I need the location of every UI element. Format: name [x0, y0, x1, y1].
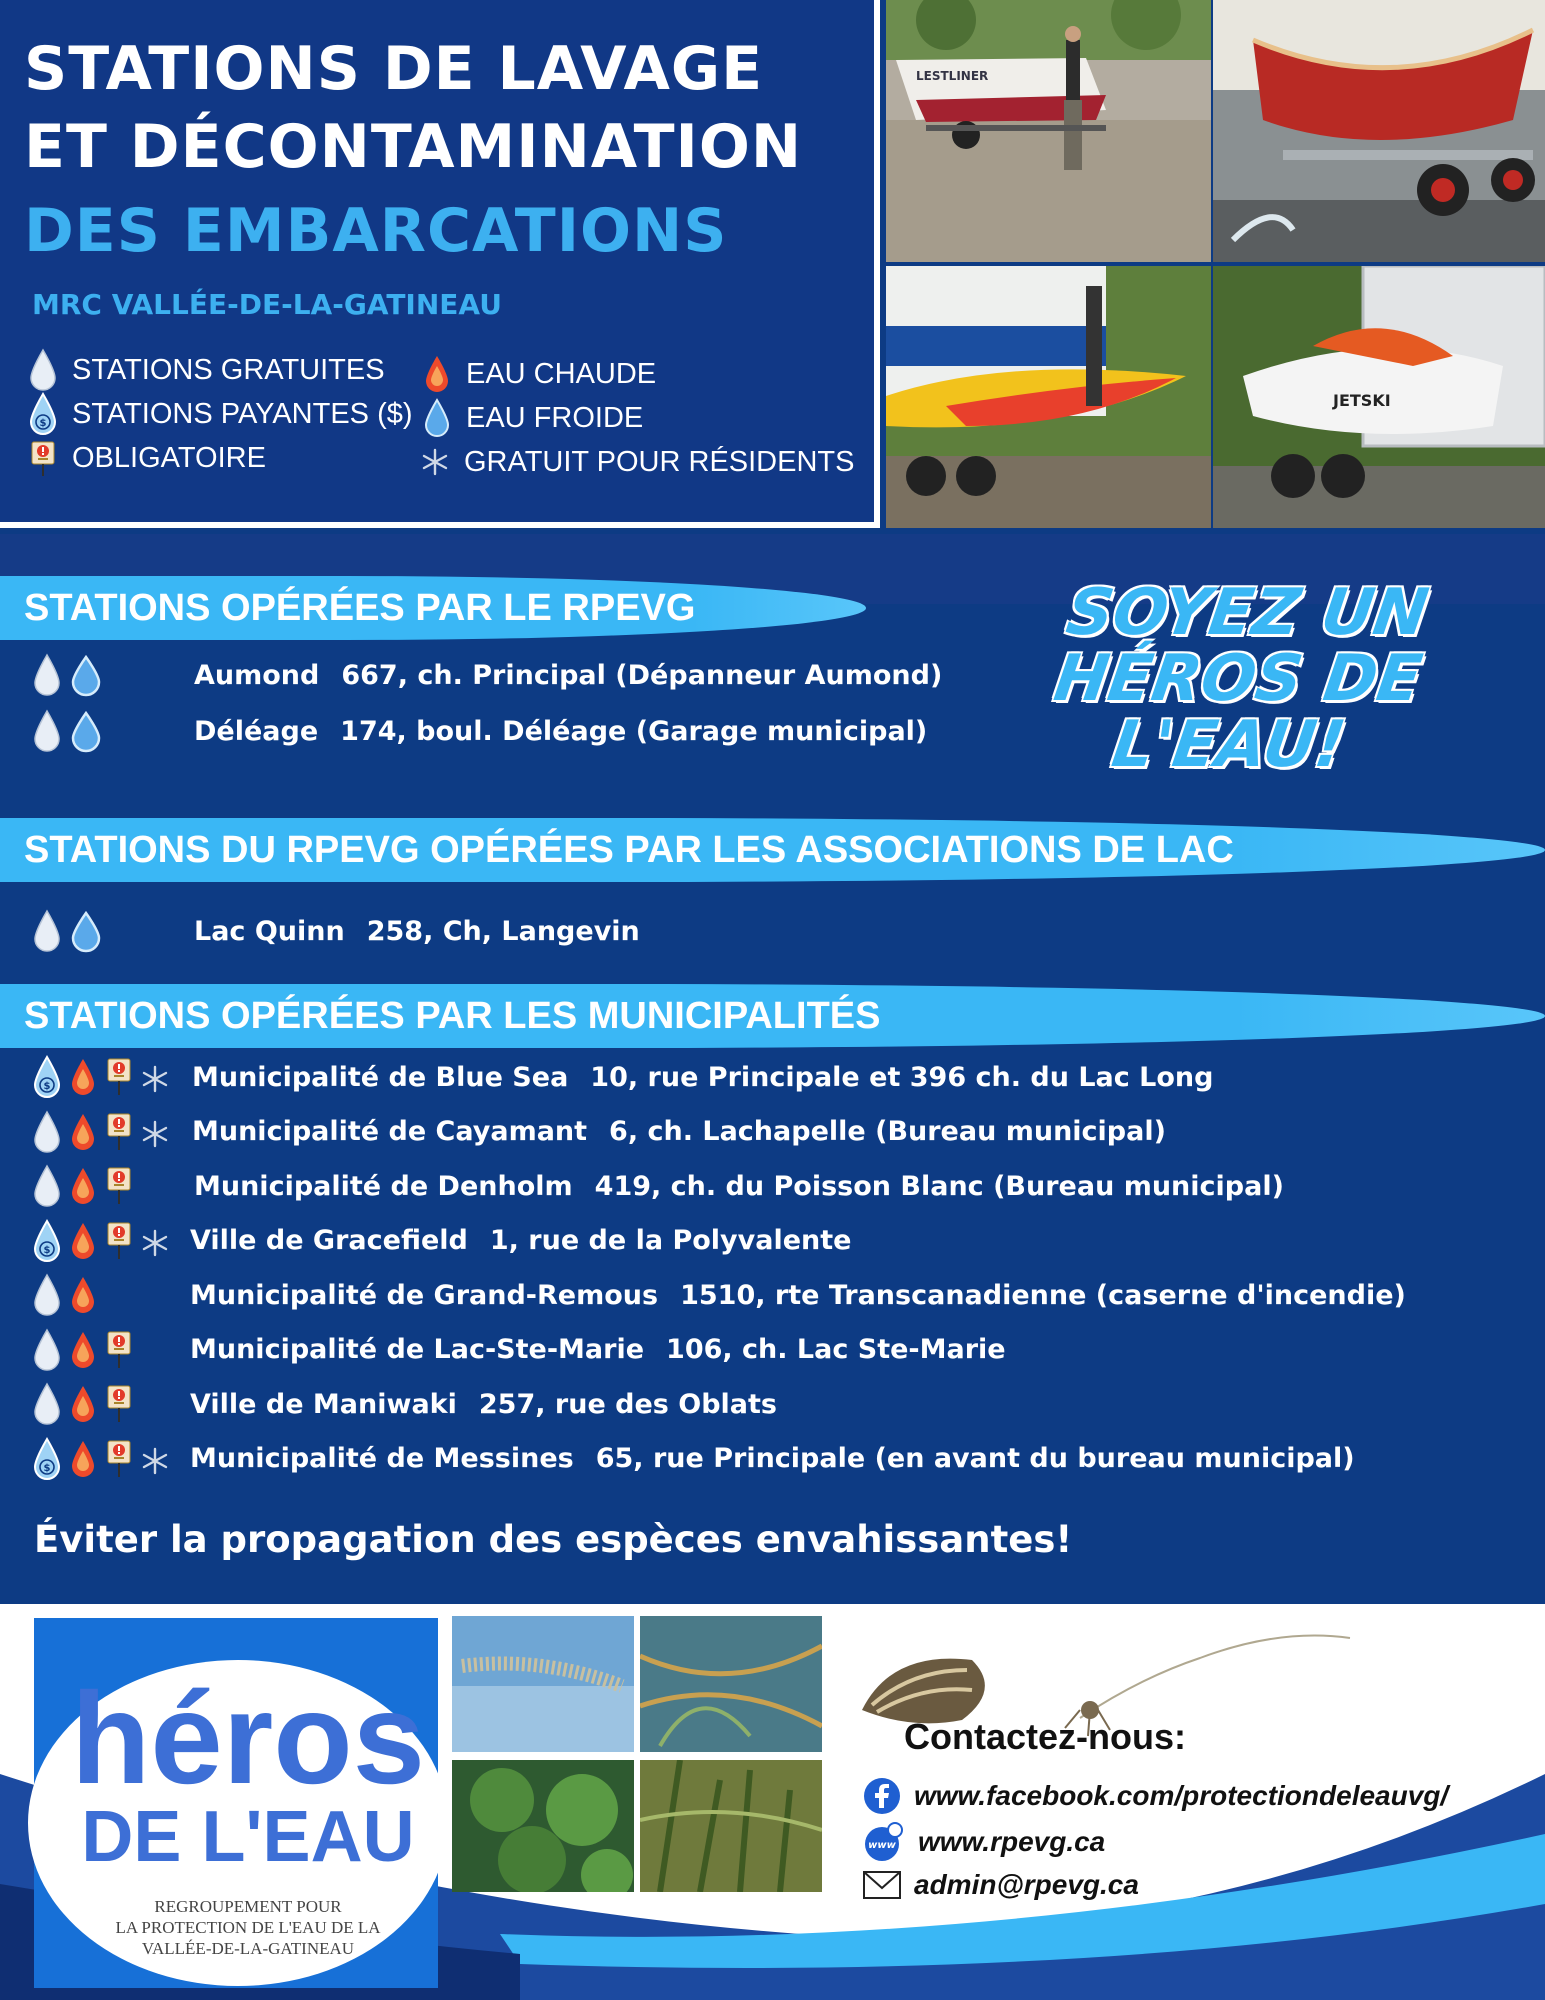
hero-slogan-line-2: HÉROS DE — [1049, 642, 1427, 716]
asterisk-icon — [140, 1055, 170, 1099]
white-drop-icon — [32, 1110, 62, 1154]
contact-email[interactable] — [862, 1868, 1139, 1902]
station-place: Municipalité de Messines — [190, 1443, 574, 1474]
white-drop-icon — [32, 1164, 62, 1208]
globe-icon — [862, 1820, 906, 1864]
white-drop-icon — [32, 653, 62, 697]
mandatory-sign-icon — [104, 1435, 134, 1483]
station-place: Municipalité de Blue Sea — [192, 1061, 569, 1093]
row-icons — [32, 706, 104, 756]
svg-text:www: www — [868, 1840, 896, 1851]
row-icons — [32, 1216, 170, 1266]
page-subtitle: DES EMBARCATIONS — [24, 196, 728, 266]
title-line-2: ET DÉCONTAMINATION — [24, 112, 803, 182]
table-row — [0, 1434, 1545, 1484]
station-place: Aumond — [194, 659, 320, 691]
species-photo-1 — [452, 1616, 634, 1752]
section-municipalities-heading: STATIONS OPÉRÉES PAR LES MUNICIPALITÉS — [0, 984, 1545, 1048]
row-icons — [32, 1434, 170, 1484]
website-link[interactable]: www.rpevg.ca — [918, 1826, 1106, 1857]
hot-drop-icon — [68, 1382, 98, 1426]
station-entry — [190, 1443, 1355, 1474]
svg-text:$: $ — [43, 1244, 51, 1256]
row-icons — [32, 1161, 134, 1211]
table-row — [0, 1052, 1545, 1102]
logo-wordmark-sub: DE L'EAU — [81, 1797, 415, 1877]
tagline: Éviter la propagation des espèces envahissantes! — [34, 1518, 1073, 1561]
legend-mandatory — [28, 436, 266, 480]
station-entry — [190, 1225, 852, 1256]
station-entry — [194, 660, 942, 691]
row-icons — [32, 1052, 170, 1102]
cold-drop-icon — [68, 909, 104, 953]
station-address: 10, rue Principale et 396 ch. du Lac Long — [590, 1061, 1214, 1093]
table-row — [0, 650, 1545, 700]
svg-text:$: $ — [43, 1462, 51, 1474]
hot-drop-icon — [68, 1273, 98, 1317]
contact-website[interactable] — [862, 1820, 1105, 1864]
asterisk-icon — [420, 440, 450, 484]
station-entry — [190, 1389, 777, 1420]
white-drop-icon — [32, 1328, 62, 1372]
logo-wordmark: héros — [70, 1665, 425, 1811]
row-icons — [32, 1325, 134, 1375]
white-drop-icon — [28, 348, 58, 392]
station-address: 106, ch. Lac Ste-Marie — [666, 1334, 1006, 1365]
mandatory-sign-icon — [104, 1162, 134, 1210]
station-address: 258, Ch, Langevin — [366, 915, 640, 947]
hot-drop-icon — [422, 352, 452, 396]
asterisk-icon — [140, 1110, 170, 1154]
table-row — [0, 1216, 1545, 1266]
table-row — [0, 706, 1545, 756]
species-photo-2 — [640, 1616, 822, 1752]
hero-slogan-line-3: L'EAU! — [1107, 708, 1350, 782]
svg-text:LESTLINER: LESTLINER — [916, 69, 989, 83]
logo-caption — [78, 1896, 418, 1959]
station-place: Municipalité de Cayamant — [192, 1116, 588, 1147]
mandatory-sign-icon — [104, 1380, 134, 1428]
cold-drop-icon — [422, 396, 452, 440]
mail-icon — [862, 1868, 902, 1902]
hot-drop-icon — [68, 1055, 98, 1099]
station-entry — [190, 1334, 1006, 1365]
station-address: 257, rue des Oblats — [478, 1388, 777, 1420]
row-icons — [32, 1379, 134, 1429]
station-entry — [192, 1062, 1213, 1093]
asterisk-icon — [140, 1437, 170, 1481]
svg-text:$: $ — [39, 418, 47, 429]
station-entry — [190, 1280, 1406, 1311]
table-row — [0, 1270, 1545, 1320]
section-associations-heading: STATIONS DU RPEVG OPÉRÉES PAR LES ASSOCIATIONS DE LAC — [0, 818, 1545, 882]
mandatory-sign-icon — [104, 1326, 134, 1374]
station-address: 65, rue Principale (en avant du bureau municipal) — [595, 1443, 1355, 1474]
legend-cold-label: EAU FROIDE — [466, 401, 644, 434]
paid-drop-icon — [32, 1437, 62, 1481]
legend-residents-label: GRATUIT POUR RÉSIDENTS — [464, 445, 855, 478]
species-photo-3 — [452, 1760, 634, 1892]
station-place: Municipalité de Grand-Remous — [190, 1279, 659, 1311]
logo-caption-line-2: LA PROTECTION DE L'EAU DE LA — [115, 1918, 381, 1937]
white-drop-icon — [32, 909, 62, 953]
station-place: Municipalité de Denholm — [194, 1170, 573, 1202]
table-row — [0, 1107, 1545, 1157]
photo-boat-washing — [886, 0, 1211, 262]
station-place: Municipalité de Lac-Ste-Marie — [190, 1334, 645, 1365]
station-place: Ville de Maniwaki — [190, 1388, 457, 1420]
photo-grid — [886, 0, 1545, 528]
mandatory-sign-icon — [104, 1108, 134, 1156]
photo-jetski — [1213, 266, 1545, 528]
legend-paid — [28, 392, 413, 436]
legend-cold — [422, 396, 643, 440]
table-row — [0, 1161, 1545, 1211]
legend-free — [28, 348, 385, 392]
station-address: 419, ch. du Poisson Blanc (Bureau municipal) — [594, 1170, 1284, 1202]
logo-caption-line-1: REGROUPEMENT POUR — [154, 1897, 342, 1916]
row-icons — [32, 1270, 98, 1320]
legend-residents — [420, 440, 854, 484]
contact-title: Contactez-nous: — [904, 1716, 1186, 1757]
paid-drop-icon — [32, 1055, 62, 1099]
photo-canoe — [1213, 0, 1545, 262]
table-row — [0, 1325, 1545, 1375]
station-place: Lac Quinn — [194, 915, 345, 947]
station-address: 1, rue de la Polyvalente — [489, 1225, 852, 1256]
legend — [28, 348, 868, 478]
legend-hot — [422, 352, 656, 396]
station-entry — [192, 1116, 1166, 1147]
paid-drop-icon — [28, 392, 58, 436]
hero-slogan-line-1: SOYEZ UN — [1062, 576, 1433, 650]
asterisk-icon — [140, 1219, 170, 1263]
station-entry — [194, 1171, 1284, 1202]
contact-facebook[interactable] — [862, 1776, 1448, 1816]
hot-drop-icon — [68, 1328, 98, 1372]
row-icons — [32, 906, 104, 956]
cold-drop-icon — [68, 709, 104, 753]
row-icons — [32, 1107, 170, 1157]
logo-caption-line-3: VALLÉE-DE-LA-GATINEAU — [141, 1939, 355, 1958]
station-address: 174, boul. Déléage (Garage municipal) — [340, 715, 928, 747]
hot-drop-icon — [68, 1164, 98, 1208]
header-panel — [0, 0, 880, 528]
section-rpevg-heading: STATIONS OPÉRÉES PAR LE RPEVG — [0, 576, 866, 640]
species-photo-4 — [640, 1760, 822, 1892]
facebook-link[interactable]: www.facebook.com/protectiondeleauvg/ — [914, 1780, 1449, 1811]
hot-drop-icon — [68, 1219, 98, 1263]
station-address: 1510, rte Transcanadienne (caserne d'incendie) — [680, 1279, 1406, 1311]
legend-paid-label: STATIONS PAYANTES ($) — [72, 397, 413, 430]
svg-text:$: $ — [43, 1081, 51, 1092]
station-entry — [194, 916, 640, 947]
region-label: MRC VALLÉE-DE-LA-GATINEAU — [32, 288, 502, 321]
paid-drop-icon — [32, 1219, 62, 1263]
page-title — [24, 30, 802, 186]
svg-text:JETSKI: JETSKI — [1333, 391, 1391, 410]
facebook-icon — [862, 1776, 902, 1816]
station-address: 6, ch. Lachapelle (Bureau municipal) — [609, 1116, 1166, 1147]
mandatory-sign-icon — [28, 436, 58, 480]
logo — [34, 1618, 438, 1988]
photo-kayak — [886, 266, 1211, 528]
mandatory-sign-icon — [104, 1053, 134, 1101]
white-drop-icon — [32, 1273, 62, 1317]
hot-drop-icon — [68, 1437, 98, 1481]
legend-hot-label: EAU CHAUDE — [466, 357, 657, 390]
station-entry — [194, 716, 927, 747]
legend-free-label: STATIONS GRATUITES — [72, 353, 385, 386]
white-drop-icon — [32, 1382, 62, 1426]
station-place: Ville de Gracefield — [190, 1225, 468, 1256]
station-address: 667, ch. Principal (Dépanneur Aumond) — [341, 659, 943, 691]
email-link[interactable]: admin@rpevg.ca — [914, 1869, 1139, 1900]
table-row — [0, 906, 1545, 956]
mandatory-sign-icon — [104, 1217, 134, 1265]
title-line-1: STATIONS DE LAVAGE — [24, 34, 764, 104]
station-place: Déléage — [194, 715, 319, 747]
table-row — [0, 1379, 1545, 1429]
legend-mandatory-label: OBLIGATOIRE — [72, 441, 266, 474]
hot-drop-icon — [68, 1110, 98, 1154]
row-icons — [32, 650, 104, 700]
cold-drop-icon — [68, 653, 104, 697]
white-drop-icon — [32, 709, 62, 753]
footer — [0, 1604, 1545, 2000]
